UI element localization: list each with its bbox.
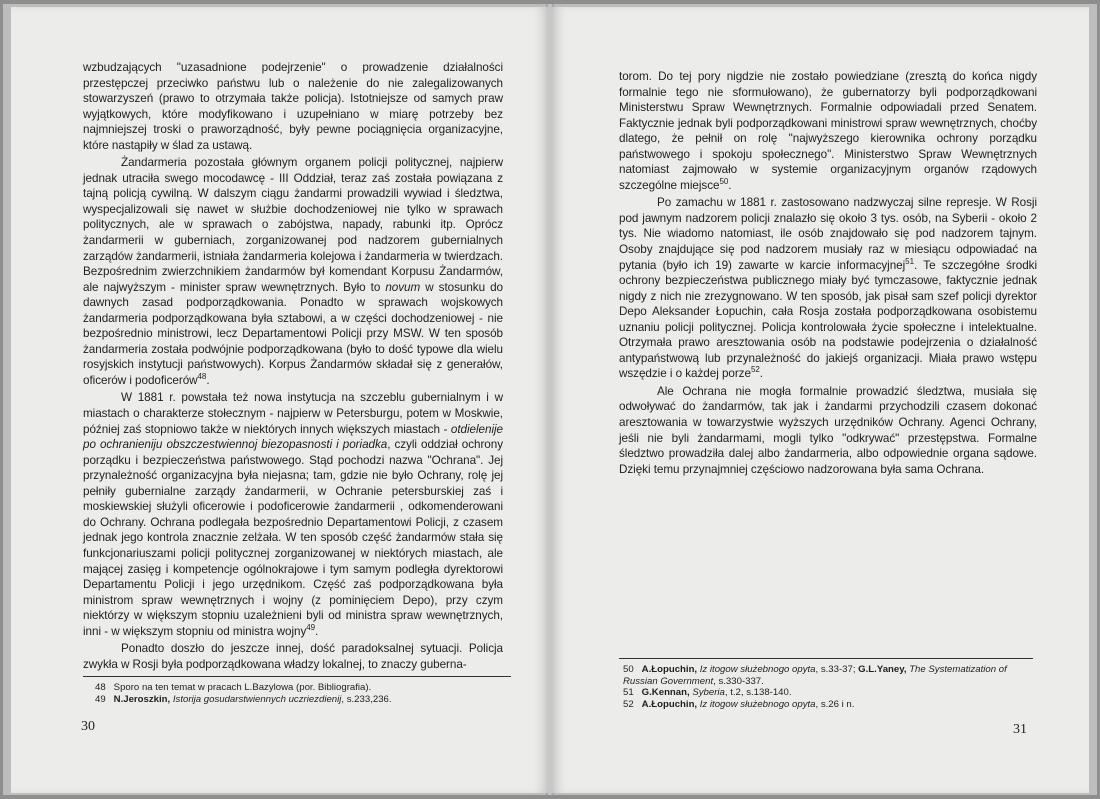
paragraph — [619, 195, 1037, 382]
right-footnotes — [623, 664, 1035, 710]
footnote-ref[interactable]: 48 — [197, 372, 207, 382]
footnote-divider — [83, 676, 511, 677]
footnote-text: Sporo na ten temat w pracach L.Bazylowa (por. Bibliografia). — [113, 682, 372, 693]
text-run: wzbudzających "uzasadnione podejrzenie" o prowadzenie działalności przestępczej przeciwko państwu lub o należenie do nie zalegalizowanych stowarzyszeń (prawo to otrzymała także policja). Istotniejsze od samych praw wyjątkowych, które modyfikowano i uzupełniano w miarę potrzeby bez najmniejszej troski o praworządność, były pewne pociągnięcia organizacyjne, które nastąpiły w ślad za ustawą. — [83, 61, 503, 152]
text-run: . — [315, 624, 319, 638]
footnote-number: 48 — [95, 682, 106, 693]
text-run: Po zamachu w 1881 r. zastosowano nadzwyczaj silne represje. W Rosji pod jawnym nadzorem policji znalazło się około 3 tys. osób, na Syberii - około 2 tys. Nie wiadomo natomiast, ile osób znajdowało się pod nadzorem tajnym. Osoby znajdujące się pod nadzorem musiały raz w miesiącu odpowiadać na pytania (było ich 19) zawarte w karcie informacyjnej — [619, 196, 1037, 272]
footnote-title: Iz itogow służebnogo opyta — [699, 698, 816, 710]
footnote-title: The Systematization of Russian Government — [623, 664, 1007, 687]
footnote-title: Istorija gosudarstwiennych uczriezdienij — [172, 693, 342, 705]
footnote-number: 51 — [623, 687, 634, 699]
text-run: . Te szczegółne środki ochrony bezpieczeństwa publicznego miały być tymczasowe, faktycznie jednak nigdy z nich nie zrezygnowano. W ten sposób, jak pisał sam szef policji dyrektor Depo Aleksander Łopuchin, cała Rosja została podporządkowana osobistemu uznaniu policji politycznej. Policja kontrolowała życie społeczne i intelektualne. Otrzymała prawo aresztowania osób na podstawie podejrzenia o działalność antypaństwową lub przynależność do jakiejś organizacji. Miała prawo wstępu wszędzie i o każdej porze — [619, 258, 1037, 381]
footnote-number: 52 — [623, 698, 634, 710]
footnote-text: , s.330-337. — [713, 675, 764, 687]
text-run: Ale Ochrana nie mogła formalnie prowadzić śledztwa, musiała się odwoływać do żandarmów, tak jak i żandarmi przychodzili czasem dokonać aresztowania w towarzystwie wyższych urzędników Ochrany. Agenci Ochrany, jeśli nie byli żandarmami, mogli tylko "odkrywać" przestępstwa. Formalne śledztwo prowadziła dalej albo żandarmeria, albo odpowiednie organa sądowe. Dzięki temu przynajmniej częściowo nadzorowana była sama Ochrana. — [619, 384, 1037, 476]
text-run: , czyli oddział ochrony porządku i bezpieczeństwa państwowego. Stąd pochodzi nazwa "Ochrana". Jej przynależność organizacyjna była niejasna; tam, gdzie nie było Ochrany, rolę jej pełniły gubernialne zarządy żandarmerii, w Ochranie petersburskiej zaś i moskiewskiej służyli oficerowie i podoficerowie żandarmerii , odkomenderowani do Ochrany. Ochrana podlegała bezpośrednio Departamentowi Policji, z czasem jednak jego kontrola znacznie zelżała. W ten sposób część żandarmów stała się funkcjonariuszami policji politycznej zorganizowanej w niektórych miastach, ale mającej zasięg i kompetencje ogólnokrajowe i tym samym podległa dyrektorowi Departamentu Policji i jego urzędnikom. Część zaś podporządkowana była ministrom spraw wewnętrznych i wojny (z pominięciem Depo), przy czym niektórzy w większym stopniu uzależnieni byli od ministra spraw wewnętrznych, inni - w większym stopniu od ministra wojny — [83, 438, 503, 638]
emphasis: novum — [385, 280, 421, 294]
left-footnotes — [95, 682, 505, 705]
text-run: Ponadto doszło do jeszcze innej, dość paradoksalnej sytuacji. Policja zwykła w Rosji była podporządkowana władzy lokalnej, to znaczy guberna- — [83, 642, 503, 671]
paragraph — [83, 60, 503, 153]
footnote-ref[interactable]: 52 — [750, 365, 760, 375]
footnote — [95, 682, 505, 694]
footnote-author: A.Łopuchin, — [641, 664, 698, 675]
footnote-author: G.Kennan, — [641, 687, 690, 699]
book-spread — [3, 4, 1097, 795]
footnote-author: A.Łopuchin, — [641, 698, 698, 710]
page-number: 31 — [1013, 722, 1027, 737]
footnote-ref[interactable]: 49 — [306, 622, 316, 632]
footnote-author: G.L.Yaney, — [858, 664, 907, 675]
footnote — [623, 687, 1035, 699]
left-page — [11, 7, 549, 793]
footnote-author: N.Jeroszkin, — [113, 693, 171, 705]
footnote — [95, 694, 505, 706]
text-run: . — [206, 373, 210, 387]
footnote-ref[interactable]: 51 — [905, 256, 914, 266]
text-run: W 1881 r. powstała też nowa instytucja na szczeblu gubernialnym i w miastach o charakterze stołecznym - najpierw w Petersburgu, potem w Moskwie, później zaś stopniowo także w niektórych innych większych miastach - — [83, 391, 503, 436]
footnote-text: , s.233,236. — [341, 693, 392, 705]
footnote-number: 49 — [95, 693, 106, 705]
footnote-text: , s.33-37; — [815, 664, 859, 675]
text-run: Żandarmeria pozostała głównym organem policji politycznej, najpierw jednak utraciła swego mocodawcę - III Oddział, teraz zaś została powiązana z tajną policją cywilną. W dalszym ciągu żandarmi prowadzili wywiad i śledztwa, wyspecjalizowali się nawet w służbie dochodzeniowej nie tylko w sprawach politycznych, ale w sprawach o zabójstwa, napady, rabunki itp. Oprócz żandarmerii w guberniach, zorganizowanej pod nadzorem gubernialnych zarządów żandarmerii, istniała żandarmeria kolejowa i żandarmeria w twierdzach. Bezpośrednim zwierzchnikiem żandarmów był komendant Korpusu Żandarmów, ale najwyższym - minister spraw wewnętrznych. Było to — [83, 156, 503, 294]
emphasis: otdielenije po ochranieniju obszczestwiennoj biezopasnosti i poriadka — [83, 422, 503, 452]
right-page — [551, 7, 1089, 793]
text-run: torom. Do tej pory nigdzie nie zostało powiedziane (zresztą do końca nigdy formalnie tego nie sformułowano), że gubernatorzy byli podporządkowani Ministerstwu Spraw Wewnętrznych. Formalnie odpowiadali przed Senatem. Faktycznie jednak byli podporządkowani ministrowi spraw wewnętrznych, choćby dlatego, że pełnił on rolę "najwyższego kierownika ochrony porządku państwowego i spokoju społecznego". Ministerstwo Spraw Wewnętrznych natomiast zajmowało w systemie organizacyjnym organów rządowych szczególne miejsce — [619, 70, 1037, 192]
footnote-title: Syberia — [692, 687, 725, 699]
paragraph — [619, 69, 1037, 193]
paragraph — [83, 390, 503, 639]
text-run: . — [728, 178, 732, 192]
page-number: 30 — [81, 719, 95, 734]
footnote-ref[interactable]: 50 — [719, 176, 729, 186]
paragraph — [619, 384, 1037, 477]
text-run: w stosunku do dawnych zasad podporządkowania. Ponadto w sprawach wojskowych żandarmeria podporządkowana była sztabowi, a w części dochodzeniowej - nie bezpośrednio ministrowi, lecz Departamentowi Policji przy MSW. W ten sposób żandarmeria została podwójnie podporządkowana (było to dość typowe dla wielu rosyjskich instytucji państwowych). Korpus Żandarmów składał się z generałów, oficerów i podoficerów — [83, 280, 503, 387]
footnote-number: 50 — [623, 664, 634, 675]
paragraph — [83, 641, 503, 672]
footnote-text: , t.2, s.138-140. — [724, 687, 792, 699]
left-body-text — [83, 60, 503, 672]
footnote-text: , s.26 i n. — [815, 698, 855, 710]
footnote — [623, 699, 1035, 711]
text-run: . — [759, 367, 763, 381]
footnote-divider — [619, 658, 1033, 659]
right-body-text — [619, 69, 1037, 477]
footnote-title: Iz itogow służebnogo opyta — [699, 664, 816, 675]
footnote — [623, 664, 1035, 687]
paragraph — [83, 155, 503, 388]
